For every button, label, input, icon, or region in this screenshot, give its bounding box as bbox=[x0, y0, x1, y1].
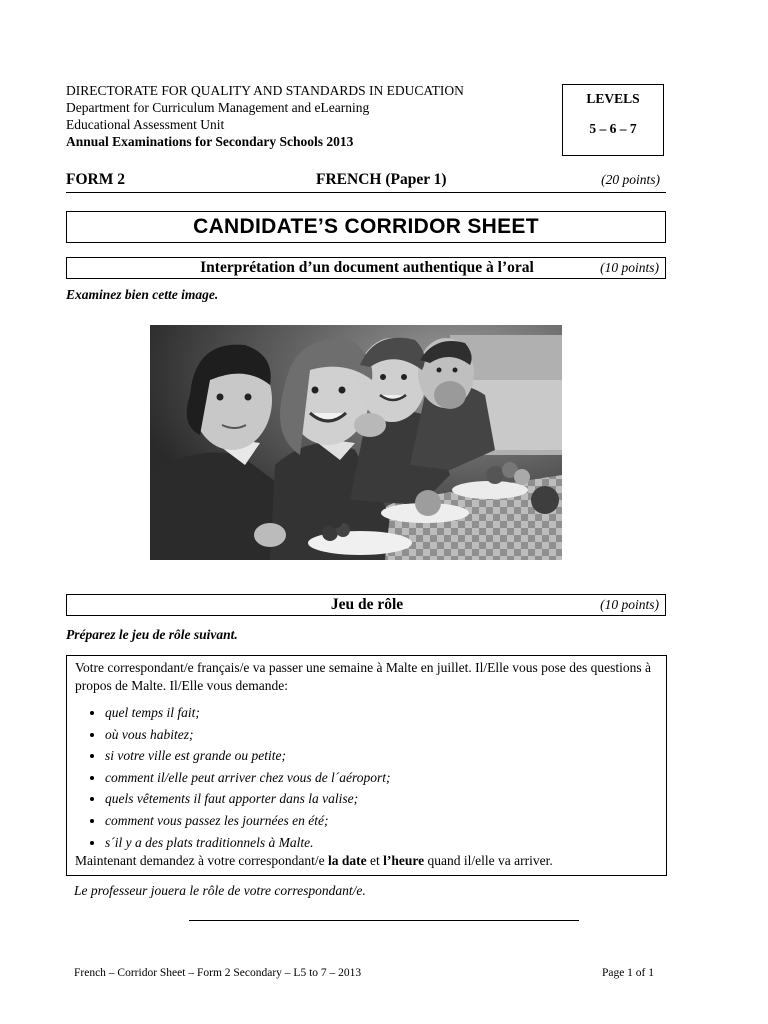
list-item: • où vous habitez; bbox=[105, 724, 658, 746]
total-points: (20 points) bbox=[601, 172, 660, 187]
closing-time: l’heure bbox=[383, 853, 425, 869]
list-item: • comment vous passez les journées en été; bbox=[105, 810, 658, 832]
footer-left: French – Corridor Sheet – Form 2 Secondary – L5 to 7 – 2013 bbox=[74, 967, 362, 979]
section2-title: Jeu de rôle bbox=[330, 596, 404, 613]
levels-box bbox=[562, 84, 664, 156]
levels-value: 5 – 6 – 7 bbox=[589, 121, 637, 136]
closing-and: et bbox=[366, 853, 384, 869]
closing-start: Maintenant demandez à votre correspondant/e bbox=[75, 853, 329, 869]
list-item: • s´il y a des plats traditionnels à Malte. bbox=[105, 832, 658, 854]
page-title: CANDIDATE’S CORRIDOR SHEET bbox=[193, 215, 539, 238]
list-item: • comment il/elle peut arriver chez vous de l´aéroport; bbox=[105, 767, 658, 789]
section2-points: (10 points) bbox=[600, 597, 659, 612]
form-subject-row bbox=[66, 168, 666, 193]
section1-header bbox=[66, 257, 666, 279]
levels-label: LEVELS bbox=[586, 91, 640, 106]
list-item: • si votre ville est grande ou petite; bbox=[105, 745, 658, 767]
department-line: Department for Curriculum Management and eLearning bbox=[66, 100, 370, 115]
end-rule bbox=[189, 920, 579, 921]
section2-header bbox=[66, 594, 666, 616]
question-list bbox=[75, 702, 658, 853]
closing-date: la date bbox=[328, 853, 367, 869]
children-lunch-photo bbox=[150, 325, 562, 560]
assessment-unit-line: Educational Assessment Unit bbox=[66, 117, 225, 132]
closing-end: quand il/elle va arriver. bbox=[424, 853, 553, 869]
teacher-note: Le professeur jouera le rôle de votre correspondant/e. bbox=[74, 883, 366, 898]
list-item: • quel temps il fait; bbox=[105, 702, 658, 724]
title-box bbox=[66, 211, 666, 243]
form-label: FORM 2 bbox=[66, 171, 125, 188]
footer-page-number: Page 1 of 1 bbox=[601, 967, 654, 979]
section1-title: Interprétation d’un document authentique à l’oral bbox=[200, 259, 534, 276]
list-item: • quels vêtements il faut apporter dans la valise; bbox=[105, 788, 658, 810]
role-play-closing bbox=[75, 852, 658, 870]
section1-points: (10 points) bbox=[600, 260, 659, 275]
section2-instruction: Préparez le jeu de rôle suivant. bbox=[66, 627, 238, 642]
exam-title-line: Annual Examinations for Secondary Schools 2013 bbox=[66, 134, 354, 149]
role-play-intro: Votre correspondant/e français/e va passer une semaine à Malte en juillet. Il/Elle vous pose des questions à propos de Malte. Il/Elle vous demande: bbox=[75, 660, 651, 693]
header-block bbox=[66, 82, 464, 150]
role-play-box bbox=[66, 655, 667, 876]
section1-instruction: Examinez bien cette image. bbox=[66, 287, 219, 302]
directorate-line: DIRECTORATE FOR QUALITY AND STANDARDS IN EDUCATION bbox=[66, 83, 464, 98]
subject-label: FRENCH (Paper 1) bbox=[316, 171, 447, 188]
